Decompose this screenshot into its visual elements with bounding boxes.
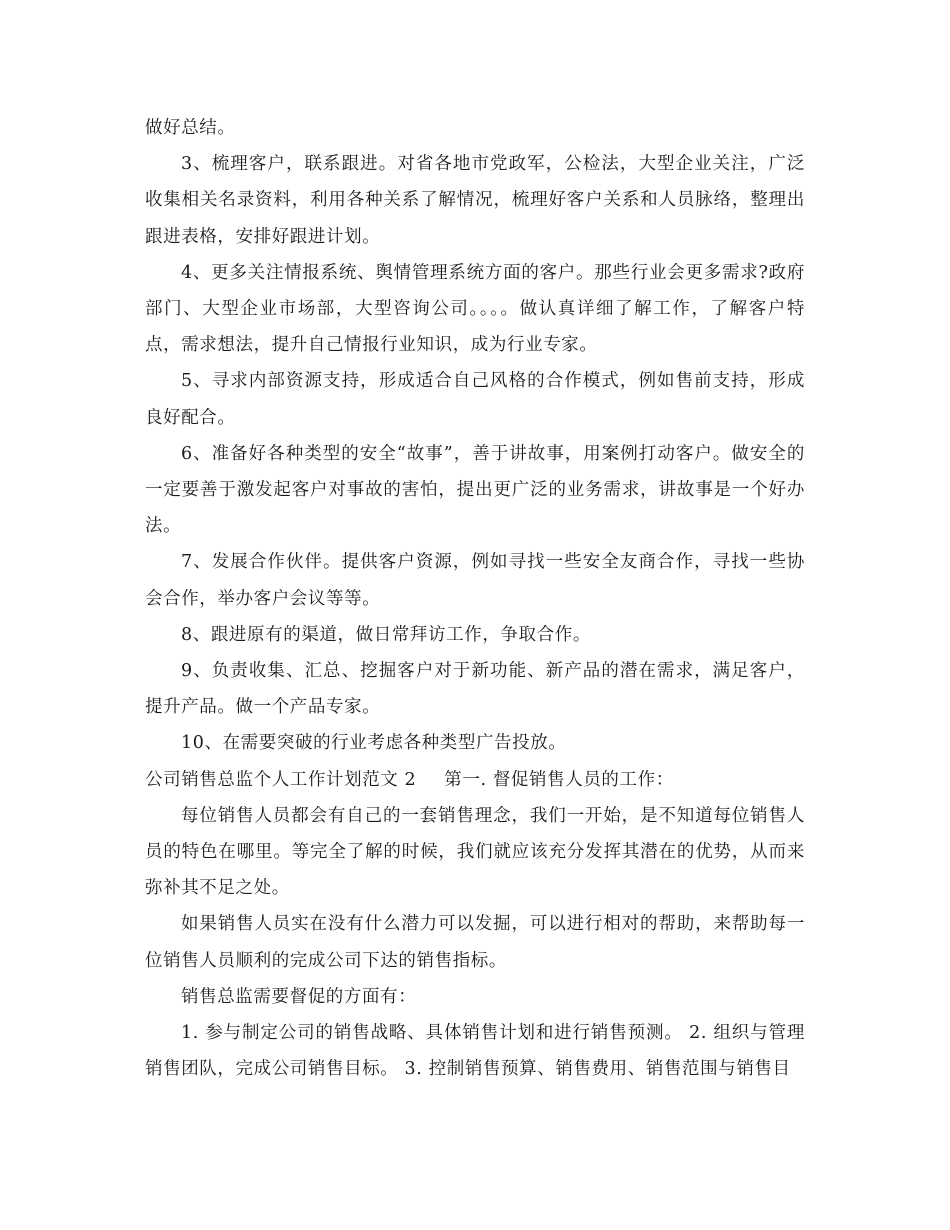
section-heading: 第一. 督促销售人员的工作：	[444, 769, 674, 790]
paragraph: 7、发展合作伙伴。提供客户资源，例如寻找一些安全友商合作，寻找一些协会合作，举办客户会议等等。	[145, 552, 805, 609]
paragraph: 1. 参与制定公司的销售战略、具体销售计划和进行销售预测。 2. 组织与管理销售团队，完成公司销售目标。 3. 控制销售预算、销售费用、销售范围与销售目	[145, 1023, 805, 1080]
paragraph: 9、负责收集、汇总、挖掘客户对于新功能、新产品的潜在需求，满足客户，提升产品。做一个产品专家。	[145, 661, 805, 718]
paragraph: 10、在需要突破的行业考虑各种类型广告投放。	[181, 733, 567, 754]
paragraph: 6、准备好各种类型的安全“故事”，善于讲故事，用案例打动客户。做安全的一定要善于激发起客户对事故的害怕，提出更广泛的业务需求，讲故事是一个好办法。	[145, 443, 805, 537]
paragraph: 4、更多关注情报系统、舆情管理系统方面的客户。那些行业会更多需求?政府部门、大型企业市场部，大型咨询公司。。。。做认真详细了解工作，了解客户特点，需求想法，提升自己情报行业知识，成为行业专家。	[145, 262, 805, 356]
paragraph: 做好总结。	[145, 118, 236, 138]
paragraph: 3、梳理客户，联系跟进。对省各地市党政军，公检法，大型企业关注，广泛收集相关名录资料，利用各种关系了解情况，梳理好客户关系和人员脉络，整理出跟进表格，安排好跟进计划。	[145, 154, 805, 247]
paragraph: 每位销售人员都会有自己的一套销售理念，我们一开始，是不知道每位销售人员的特色在哪里。等完全了解的时候，我们就应该充分发挥其潜在的优势，从而来弥补其不足之处。	[145, 805, 805, 899]
paragraph: 5、寻求内部资源支持，形成适合自己风格的合作模式，例如售前支持，形成良好配合。	[145, 371, 805, 428]
document-page	[145, 110, 805, 1087]
paragraph: 销售总监需要督促的方面有：	[181, 986, 417, 1007]
document-title: 公司销售总监个人工作计划范文 2	[145, 769, 417, 790]
section-heading-line	[145, 762, 805, 798]
paragraph: 8、跟进原有的渠道，做日常拜访工作，争取合作。	[181, 624, 591, 645]
paragraph: 如果销售人员实在没有什么潜力可以发掘，可以进行相对的帮助，来帮助每一位销售人员顺利的完成公司下达的销售指标。	[145, 914, 805, 971]
